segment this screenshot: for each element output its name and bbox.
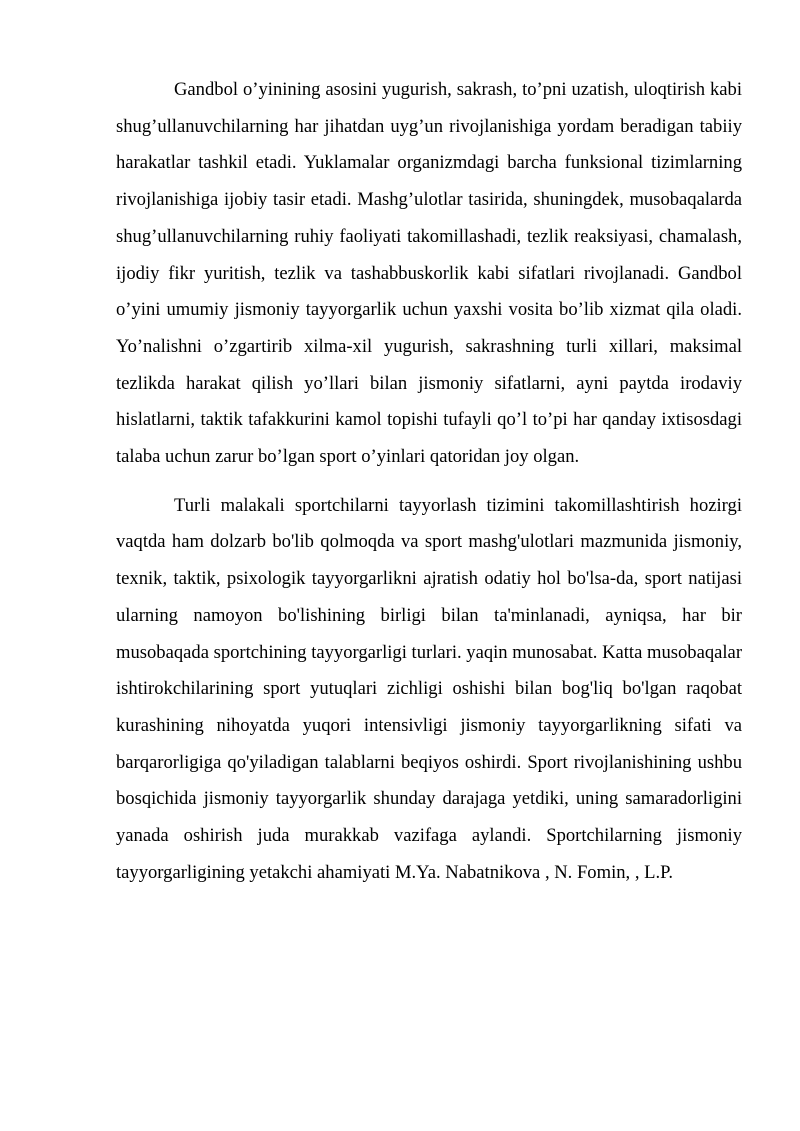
document-page bbox=[116, 72, 742, 891]
paragraph-2: Turli malakali sportchilarni tayyorlash tizimini takomillashtirish hozirgi vaqtda ham dolzarb bo'lib qolmoqda va sport mashg'ulotlari mazmunida jismoniy, texnik, taktik, psixologik tayyorgarlikni ajratish odatiy hol bo'lsa-da, sport natijasi ularning namoyon bo'lishining birligi bilan ta'minlanadi, ayniqsa, har bir musobaqada sportchining tayyorgarligi turlari. yaqin munosabat. Katta musobaqalar ishtirokchilarining sport yutuqlari zichligi oshishi bilan bog'liq bo'lgan raqobat kurashining nihoyatda yuqori intensivligi jismoniy tayyorgarlikning sifati va barqarorligiga qo'yiladigan talablarni beqiyos oshirdi. Sport rivojlanishining ushbu bosqichida jismoniy tayyorgarlik shunday darajaga yetdiki, uning samaradorligini yanada oshirish juda murakkab vazifaga aylandi. Sportchilarning jismoniy tayyorgarligining yetakchi ahamiyati M.Ya. Nabatnikova , N. Fomin, , L.P. bbox=[116, 494, 743, 883]
paragraph-1: Gandbol o’yinining asosini yugurish, sakrash, to’pni uzatish, uloqtirish kabi shug’ullanuvchilarning har jihatdan uyg’un rivojlanishiga yordam beradigan tabiiy harakatlar tashkil etadi. Yuklamalar organizmdagi barcha funksional tizimlarning rivojlanishiga ijobiy tasir etadi. Mashg’ulotlar tasirida, shuningdek, musobaqalarda shug’ullanuvchilarning ruhiy faoliyati takomillashadi, tezlik reaksiyasi, chamalash, ijodiy fikr yuritish, tezlik va tashabbuskorlik kabi sifatlari rivojlanadi. Gandbol o’yini umumiy jismoniy tayyorgarlik uchun yaxshi vosita bo’lib xizmat qila oladi. Yo’nalishni o’zgartirib xilma-xil yugurish, sakrashning turli xillari, maksimal tezlikda harakat qilish yo’llari bilan jismoniy sifatlarni, ayni paytda irodaviy hislatlarni, taktik tafakkurini kamol topishi tufayli qo’l to’pi har qanday ixtisosdagi talaba uchun zarur bo’lgan sport o’yinlari qatoridan joy olgan. bbox=[116, 79, 742, 468]
